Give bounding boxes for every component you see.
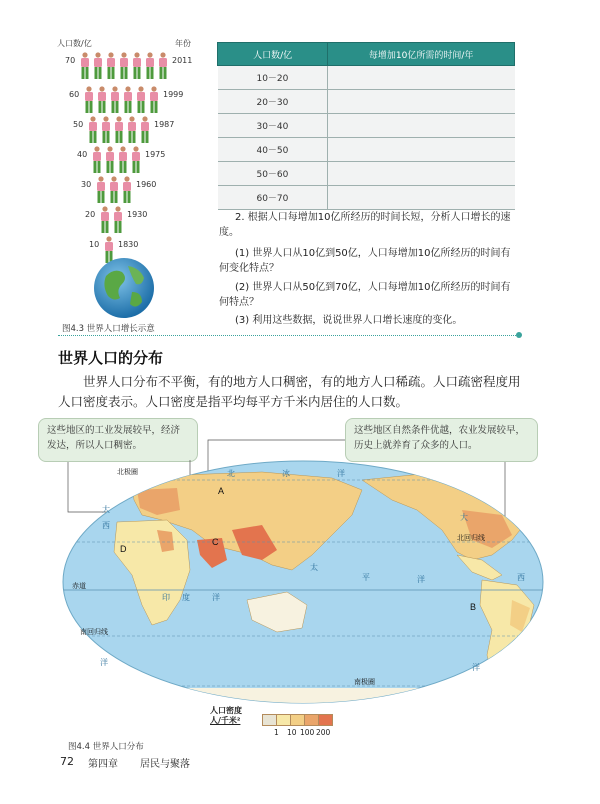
pictogram-value: 50 bbox=[73, 120, 84, 129]
table-cell: 30－40 bbox=[218, 114, 328, 138]
callout-right: 这些地区自然条件优越，农业发展较早，历史上就养育了众多的人口。 bbox=[345, 418, 538, 462]
pictogram-value: 70 bbox=[65, 56, 76, 65]
pictogram-y-label: 人口数/亿 bbox=[57, 39, 92, 48]
equator-label: 赤道 bbox=[72, 582, 86, 590]
pictogram-value: 20 bbox=[85, 210, 96, 219]
legend-tick: 200 bbox=[316, 728, 331, 737]
arctic-ocean-char-2: 冰 bbox=[282, 469, 290, 478]
map-caption: 图4.4 世界人口分布 bbox=[68, 742, 144, 752]
table-cell: 10－20 bbox=[218, 66, 328, 90]
table-cell: 50－60 bbox=[218, 162, 328, 186]
pictogram-year: 1975 bbox=[145, 150, 166, 159]
pictogram-value: 40 bbox=[77, 150, 88, 159]
legend-tick: 100 bbox=[300, 728, 315, 737]
pictogram-year: 1830 bbox=[118, 240, 139, 249]
table-cell: 60－70 bbox=[218, 186, 328, 210]
question-2-1: (1) 世界人口从10亿到50亿，人口每增加10亿所经历的时间有何变化特点？ bbox=[219, 248, 511, 274]
table-header-time: 每增加10亿所需的时间/年 bbox=[328, 43, 515, 66]
chapter-label: 第四章 bbox=[88, 759, 118, 770]
legend-tick: 10 bbox=[287, 728, 297, 737]
pictogram-value: 60 bbox=[69, 90, 80, 99]
pictogram-value: 30 bbox=[81, 180, 92, 189]
tropic-capricorn-label: 南回归线 bbox=[80, 628, 108, 636]
section-title: 世界人口的分布 bbox=[58, 349, 164, 367]
tropic-cancer-label: 北回归线 bbox=[457, 534, 485, 542]
region-a: A bbox=[218, 486, 225, 496]
atlantic-char-1: 大 bbox=[102, 505, 110, 514]
pictogram-year: 1999 bbox=[163, 90, 184, 99]
pacific-char-1: 太 bbox=[310, 563, 318, 572]
indian-char-2: 度 bbox=[182, 593, 190, 602]
question-2-2: (2) 世界人口从50亿到70亿，人口每增加10亿所经历的时间有何特点？ bbox=[219, 282, 511, 308]
legend-title-2: 人/千米² bbox=[210, 716, 241, 725]
pictogram-year: 1930 bbox=[127, 210, 148, 219]
pictogram-year: 1987 bbox=[154, 120, 175, 129]
pictogram-x-label: 年份 bbox=[175, 39, 191, 48]
page-number: 72 bbox=[60, 755, 74, 768]
pictogram-value: 10 bbox=[89, 240, 100, 249]
section-paragraph: 世界人口分布不平衡，有的地方人口稠密，有的地方人口稀疏。人口疏密程度用人口密度表示。人口密度是指平均每平方千米内居住的人口数。 bbox=[58, 374, 521, 409]
pictogram-year: 2011 bbox=[172, 56, 193, 65]
world-population-map bbox=[62, 460, 544, 705]
atlantic-char-3: 洋 bbox=[100, 658, 108, 667]
legend-tick: 1 bbox=[274, 728, 279, 737]
pictogram-caption: 图4.3 世界人口增长示意 bbox=[62, 324, 155, 334]
antarctic-circle-label: 南极圈 bbox=[354, 678, 375, 686]
legend-title-1: 人口密度 bbox=[210, 706, 242, 715]
legend-swatch bbox=[262, 714, 277, 726]
density-legend bbox=[210, 706, 370, 740]
legend-swatch bbox=[318, 714, 333, 726]
pacific-char-2: 平 bbox=[362, 573, 370, 582]
atlantic-west-char-2: 西 bbox=[517, 573, 525, 582]
legend-swatch bbox=[304, 714, 319, 726]
table-header-population: 人口数/亿 bbox=[218, 43, 328, 66]
atlantic-char-2: 西 bbox=[102, 521, 110, 530]
region-b: B bbox=[470, 602, 477, 612]
atlantic-west-char-3: 洋 bbox=[472, 663, 480, 672]
pictogram-year: 1960 bbox=[136, 180, 157, 189]
indian-char-3: 洋 bbox=[212, 593, 220, 602]
table-cell: 40－50 bbox=[218, 138, 328, 162]
pacific-char-3: 洋 bbox=[417, 575, 425, 584]
question-2: 2. 根据人口每增加10亿所经历的时间长短，分析人口增长的速度。 bbox=[219, 212, 511, 238]
legend-swatch bbox=[290, 714, 305, 726]
question-2-3: (3) 利用这些数据，说说世界人口增长速度的变化。 bbox=[235, 315, 463, 326]
arctic-ocean-char-3: 洋 bbox=[337, 469, 345, 478]
arctic-circle-label: 北极圈 bbox=[117, 468, 138, 476]
atlantic-west-char-1: 大 bbox=[460, 513, 468, 522]
legend-swatch bbox=[276, 714, 291, 726]
arctic-ocean-char-1: 北 bbox=[227, 469, 235, 478]
table-cell: 20－30 bbox=[218, 90, 328, 114]
callout-left: 这些地区的工业发展较早，经济发达，所以人口稠密。 bbox=[38, 418, 198, 462]
greenland bbox=[502, 468, 537, 492]
region-d: D bbox=[120, 544, 127, 554]
indian-char-1: 印 bbox=[162, 593, 170, 602]
region-c: C bbox=[212, 537, 219, 547]
antarctica bbox=[62, 688, 544, 705]
chapter-title: 居民与聚落 bbox=[140, 759, 190, 770]
